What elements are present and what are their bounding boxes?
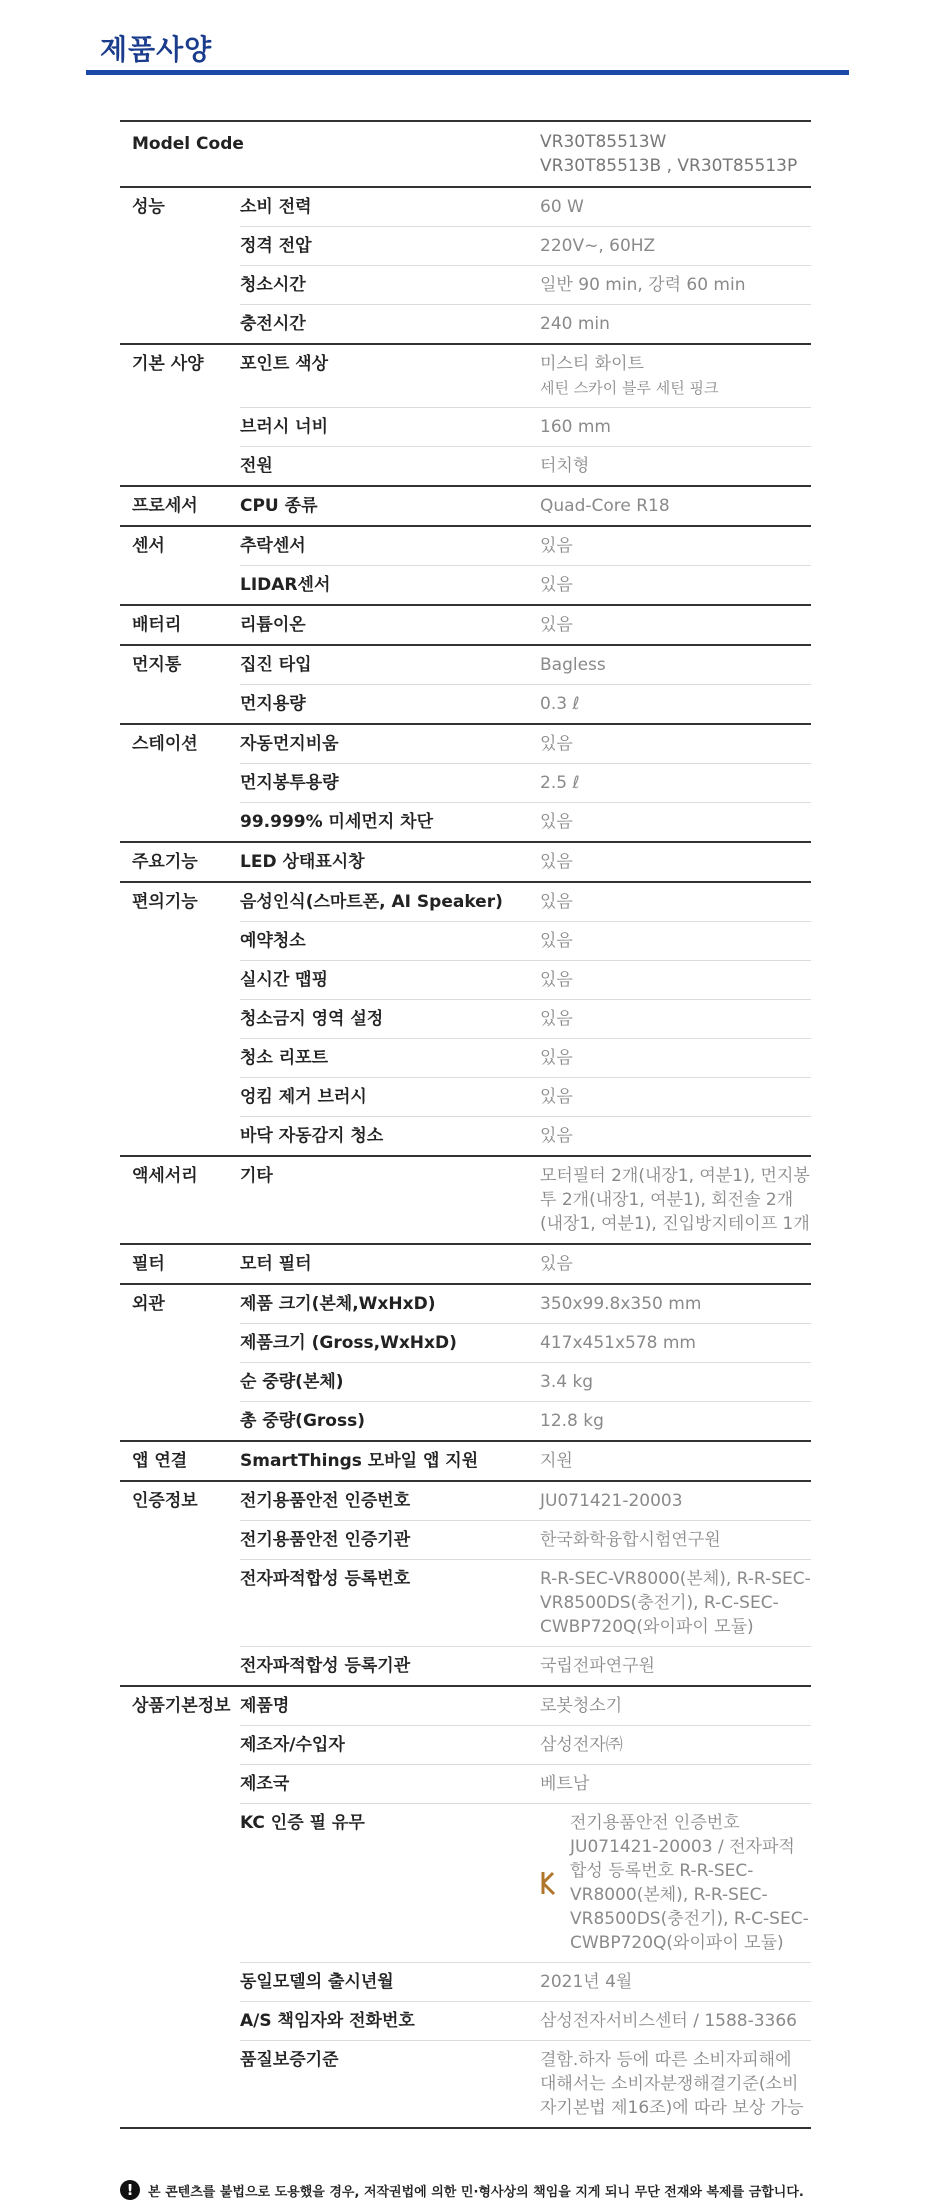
spec-value xyxy=(528,486,811,526)
spec-category: 액세서리 xyxy=(120,1156,240,1244)
spec-label: KC 인증 필 유무 xyxy=(240,1804,528,1963)
spec-label: A/S 책임자와 전화번호 xyxy=(240,2002,528,2041)
spec-row xyxy=(120,1284,811,1324)
notice-text: 본 콘텐츠를 불법으로 도용했을 경우, 저작권법에 의한 민·형사상의 책임을 지게 되니 무단 전재와 복제를 금합니다. xyxy=(148,2184,804,2200)
spec-label: 제품명 xyxy=(240,1686,528,1726)
spec-label: 실시간 맵핑 xyxy=(240,961,528,1000)
spec-value-text: 지원 xyxy=(540,1451,573,1471)
spec-row xyxy=(120,1244,811,1284)
spec-value xyxy=(528,1324,811,1363)
spec-row xyxy=(120,605,811,645)
spec-row xyxy=(120,486,811,526)
model-row xyxy=(120,121,811,187)
spec-value-text: 모터필터 2개(내장1, 여분1), 먼지봉투 2개(내장1, 여분1), 회전솔 2개(내장1, 여분1), 진입방지테이프 1개 xyxy=(540,1166,810,1234)
spec-value xyxy=(528,605,811,645)
spec-value xyxy=(528,447,811,487)
spec-label: 99.999% 미세먼지 차단 xyxy=(240,803,528,843)
spec-label: 청소시간 xyxy=(240,266,528,305)
spec-value xyxy=(528,1686,811,1726)
spec-category: 먼지통 xyxy=(120,645,240,724)
kc-mark-icon xyxy=(540,1870,558,1896)
spec-label: 바닥 자동감지 청소 xyxy=(240,1117,528,1157)
spec-label: 제품크기 (Gross,WxHxD) xyxy=(240,1324,528,1363)
spec-value xyxy=(528,2041,811,2129)
spec-value xyxy=(528,2002,811,2041)
spec-value xyxy=(528,1000,811,1039)
spec-label: 전기용품안전 인증기관 xyxy=(240,1521,528,1560)
spec-value xyxy=(528,1804,811,1963)
spec-value xyxy=(528,1284,811,1324)
spec-label: 브러시 너비 xyxy=(240,408,528,447)
spec-label: 추락센서 xyxy=(240,526,528,566)
spec-label: 제조국 xyxy=(240,1765,528,1804)
spec-value xyxy=(528,1156,811,1244)
spec-category: 편의기능 xyxy=(120,882,240,1156)
spec-value xyxy=(528,344,811,408)
spec-row xyxy=(120,1441,811,1481)
spec-label: 제품 크기(본체,WxHxD) xyxy=(240,1284,528,1324)
spec-value-text: 있음 xyxy=(540,615,573,635)
spec-value xyxy=(528,1363,811,1402)
spec-value xyxy=(528,408,811,447)
spec-value-text: 있음 xyxy=(540,1254,573,1274)
spec-value xyxy=(528,1765,811,1804)
spec-value xyxy=(528,526,811,566)
model-code-line1: VR30T85513W xyxy=(540,132,667,152)
model-code-line2: VR30T85513B , VR30T85513P xyxy=(540,156,798,176)
spec-category: 프로세서 xyxy=(120,486,240,526)
spec-category: 필터 xyxy=(120,1244,240,1284)
spec-value-text: 있음 xyxy=(540,536,573,556)
spec-label: 엉킴 제거 브러시 xyxy=(240,1078,528,1117)
spec-row xyxy=(120,344,811,408)
spec-value-text: 있음 xyxy=(540,931,573,951)
spec-value xyxy=(528,724,811,764)
spec-label: 제조자/수입자 xyxy=(240,1726,528,1765)
spec-label: 집진 타입 xyxy=(240,645,528,685)
spec-value-text: 일반 90 min, 강력 60 min xyxy=(540,275,746,295)
spec-value-text: 있음 xyxy=(540,892,573,912)
spec-value-text: 3.4 kg xyxy=(540,1372,594,1392)
spec-label: LED 상태표시창 xyxy=(240,842,528,882)
spec-value-text: 417x451x578 mm xyxy=(540,1333,696,1353)
spec-row xyxy=(120,882,811,922)
spec-label: 예약청소 xyxy=(240,922,528,961)
spec-category: 센서 xyxy=(120,526,240,605)
spec-label: 음성인식(스마트폰, AI Speaker) xyxy=(240,882,528,922)
spec-value xyxy=(528,882,811,922)
spec-value-text: 있음 xyxy=(540,1048,573,1068)
spec-row xyxy=(120,842,811,882)
spec-value-text: JU071421-20003 xyxy=(540,1491,683,1511)
spec-value-text: 있음 xyxy=(540,812,573,832)
spec-label: 동일모델의 출시년월 xyxy=(240,1963,528,2002)
spec-value-text: Quad-Core R18 xyxy=(540,496,670,516)
spec-label: 전원 xyxy=(240,447,528,487)
spec-value-text: 있음 xyxy=(540,1087,573,1107)
spec-label: 총 중량(Gross) xyxy=(240,1402,528,1442)
copyright-notice xyxy=(120,2180,804,2200)
spec-category: 외관 xyxy=(120,1284,240,1441)
spec-label: 리튬이온 xyxy=(240,605,528,645)
spec-label: LIDAR센서 xyxy=(240,566,528,606)
spec-value xyxy=(528,1117,811,1157)
spec-category: 기본 사양 xyxy=(120,344,240,486)
spec-value-text: 2.5 ℓ xyxy=(540,773,580,793)
spec-value xyxy=(528,1441,811,1481)
spec-value xyxy=(528,1244,811,1284)
spec-value xyxy=(528,842,811,882)
spec-label: 모터 필터 xyxy=(240,1244,528,1284)
spec-label: 청소금지 영역 설정 xyxy=(240,1000,528,1039)
spec-value-text: 350x99.8x350 mm xyxy=(540,1294,702,1314)
spec-value-text: 국립전파연구원 xyxy=(540,1656,655,1676)
spec-value xyxy=(528,227,811,266)
spec-value-text: 12.8 kg xyxy=(540,1411,604,1431)
spec-label: 포인트 색상 xyxy=(240,344,528,408)
spec-value xyxy=(528,1963,811,2002)
spec-value xyxy=(528,1560,811,1647)
spec-label: 먼지용량 xyxy=(240,685,528,725)
spec-value-text: 160 mm xyxy=(540,417,611,437)
spec-value-text: 미스티 화이트 xyxy=(540,354,644,374)
spec-value xyxy=(528,922,811,961)
kc-value-text: 전기용품안전 인증번호 JU071421-20003 / 전자파적합성 등록번호 R-R-SEC-VR8000(본체), R-R-SEC-VR8500DS(충전기), R-C-SEC-CWBP720Q(와이파이 모듈) xyxy=(570,1813,809,1953)
spec-value xyxy=(528,803,811,843)
spec-value-text: 60 W xyxy=(540,197,584,217)
exclamation-icon: ! xyxy=(120,2180,140,2200)
spec-value-text: 220V~, 60HZ xyxy=(540,236,656,256)
spec-value xyxy=(528,266,811,305)
spec-value-text: 있음 xyxy=(540,734,573,754)
spec-value-text: 한국화학융합시험연구원 xyxy=(540,1530,721,1550)
spec-value-text: Bagless xyxy=(540,655,606,675)
spec-value xyxy=(528,305,811,345)
spec-label: 전기용품안전 인증번호 xyxy=(240,1481,528,1521)
spec-value-text: 있음 xyxy=(540,1009,573,1029)
model-code-value xyxy=(528,121,811,187)
spec-value-text: 삼성전자㈜ xyxy=(540,1735,623,1755)
model-code-label: Model Code xyxy=(120,121,528,187)
spec-label: 자동먼지비움 xyxy=(240,724,528,764)
spec-label: CPU 종류 xyxy=(240,486,528,526)
spec-value-text: 삼성전자서비스센터 / 1588-3366 xyxy=(540,2011,797,2031)
spec-value xyxy=(528,961,811,1000)
spec-value xyxy=(528,1521,811,1560)
spec-category: 인증정보 xyxy=(120,1481,240,1686)
spec-label: 전자파적합성 등록번호 xyxy=(240,1560,528,1647)
spec-value xyxy=(528,1078,811,1117)
spec-value-text: 0.3 ℓ xyxy=(540,694,580,714)
spec-value-text: R-R-SEC-VR8000(본체), R-R-SEC-VR8500DS(충전기), R-C-SEC-CWBP720Q(와이파이 모듈) xyxy=(540,1569,811,1637)
spec-row xyxy=(120,1156,811,1244)
spec-table xyxy=(120,120,811,2129)
spec-value-text: 터치형 xyxy=(540,456,590,476)
spec-label: 기타 xyxy=(240,1156,528,1244)
spec-category: 앱 연결 xyxy=(120,1441,240,1481)
spec-value xyxy=(528,1647,811,1687)
spec-label: 소비 전력 xyxy=(240,187,528,227)
spec-value xyxy=(528,685,811,725)
spec-category: 상품기본정보 xyxy=(120,1686,240,2128)
spec-label: 품질보증기준 xyxy=(240,2041,528,2129)
spec-value-text: 2021년 4월 xyxy=(540,1972,633,1992)
spec-label: 전자파적합성 등록기관 xyxy=(240,1647,528,1687)
spec-category: 배터리 xyxy=(120,605,240,645)
spec-value-text: 있음 xyxy=(540,852,573,872)
spec-value-text: 로봇청소기 xyxy=(540,1696,623,1716)
spec-value-text: 베트남 xyxy=(540,1774,590,1794)
spec-label: 먼지봉투용량 xyxy=(240,764,528,803)
spec-value-sub: 세틴 스카이 블루 세틴 핑크 xyxy=(540,379,719,397)
title-underline xyxy=(86,70,849,75)
spec-value-text: 240 min xyxy=(540,314,610,334)
spec-category: 스테이션 xyxy=(120,724,240,842)
spec-value xyxy=(528,187,811,227)
spec-value xyxy=(528,1726,811,1765)
spec-label: SmartThings 모바일 앱 지원 xyxy=(240,1441,528,1481)
spec-label: 청소 리포트 xyxy=(240,1039,528,1078)
spec-value xyxy=(528,645,811,685)
spec-row xyxy=(120,1686,811,1726)
spec-value xyxy=(528,566,811,606)
spec-value-text: 있음 xyxy=(540,1126,573,1146)
spec-row xyxy=(120,526,811,566)
spec-row xyxy=(120,724,811,764)
spec-value-text: 있음 xyxy=(540,575,573,595)
spec-value xyxy=(528,1402,811,1442)
spec-row xyxy=(120,187,811,227)
spec-value-text: 있음 xyxy=(540,970,573,990)
spec-row xyxy=(120,1481,811,1521)
page-title: 제품사양 xyxy=(100,33,213,66)
spec-row xyxy=(120,645,811,685)
spec-category: 주요기능 xyxy=(120,842,240,882)
spec-category: 성능 xyxy=(120,187,240,344)
spec-value xyxy=(528,764,811,803)
spec-value xyxy=(528,1481,811,1521)
spec-value-text: 결함.하자 등에 따른 소비자피해에 대해서는 소비자분쟁해결기준(소비자기본법 제16조)에 따라 보상 가능 xyxy=(540,2050,804,2118)
spec-value xyxy=(528,1039,811,1078)
spec-label: 순 중량(본체) xyxy=(240,1363,528,1402)
spec-label: 정격 전압 xyxy=(240,227,528,266)
spec-label: 충전시간 xyxy=(240,305,528,345)
